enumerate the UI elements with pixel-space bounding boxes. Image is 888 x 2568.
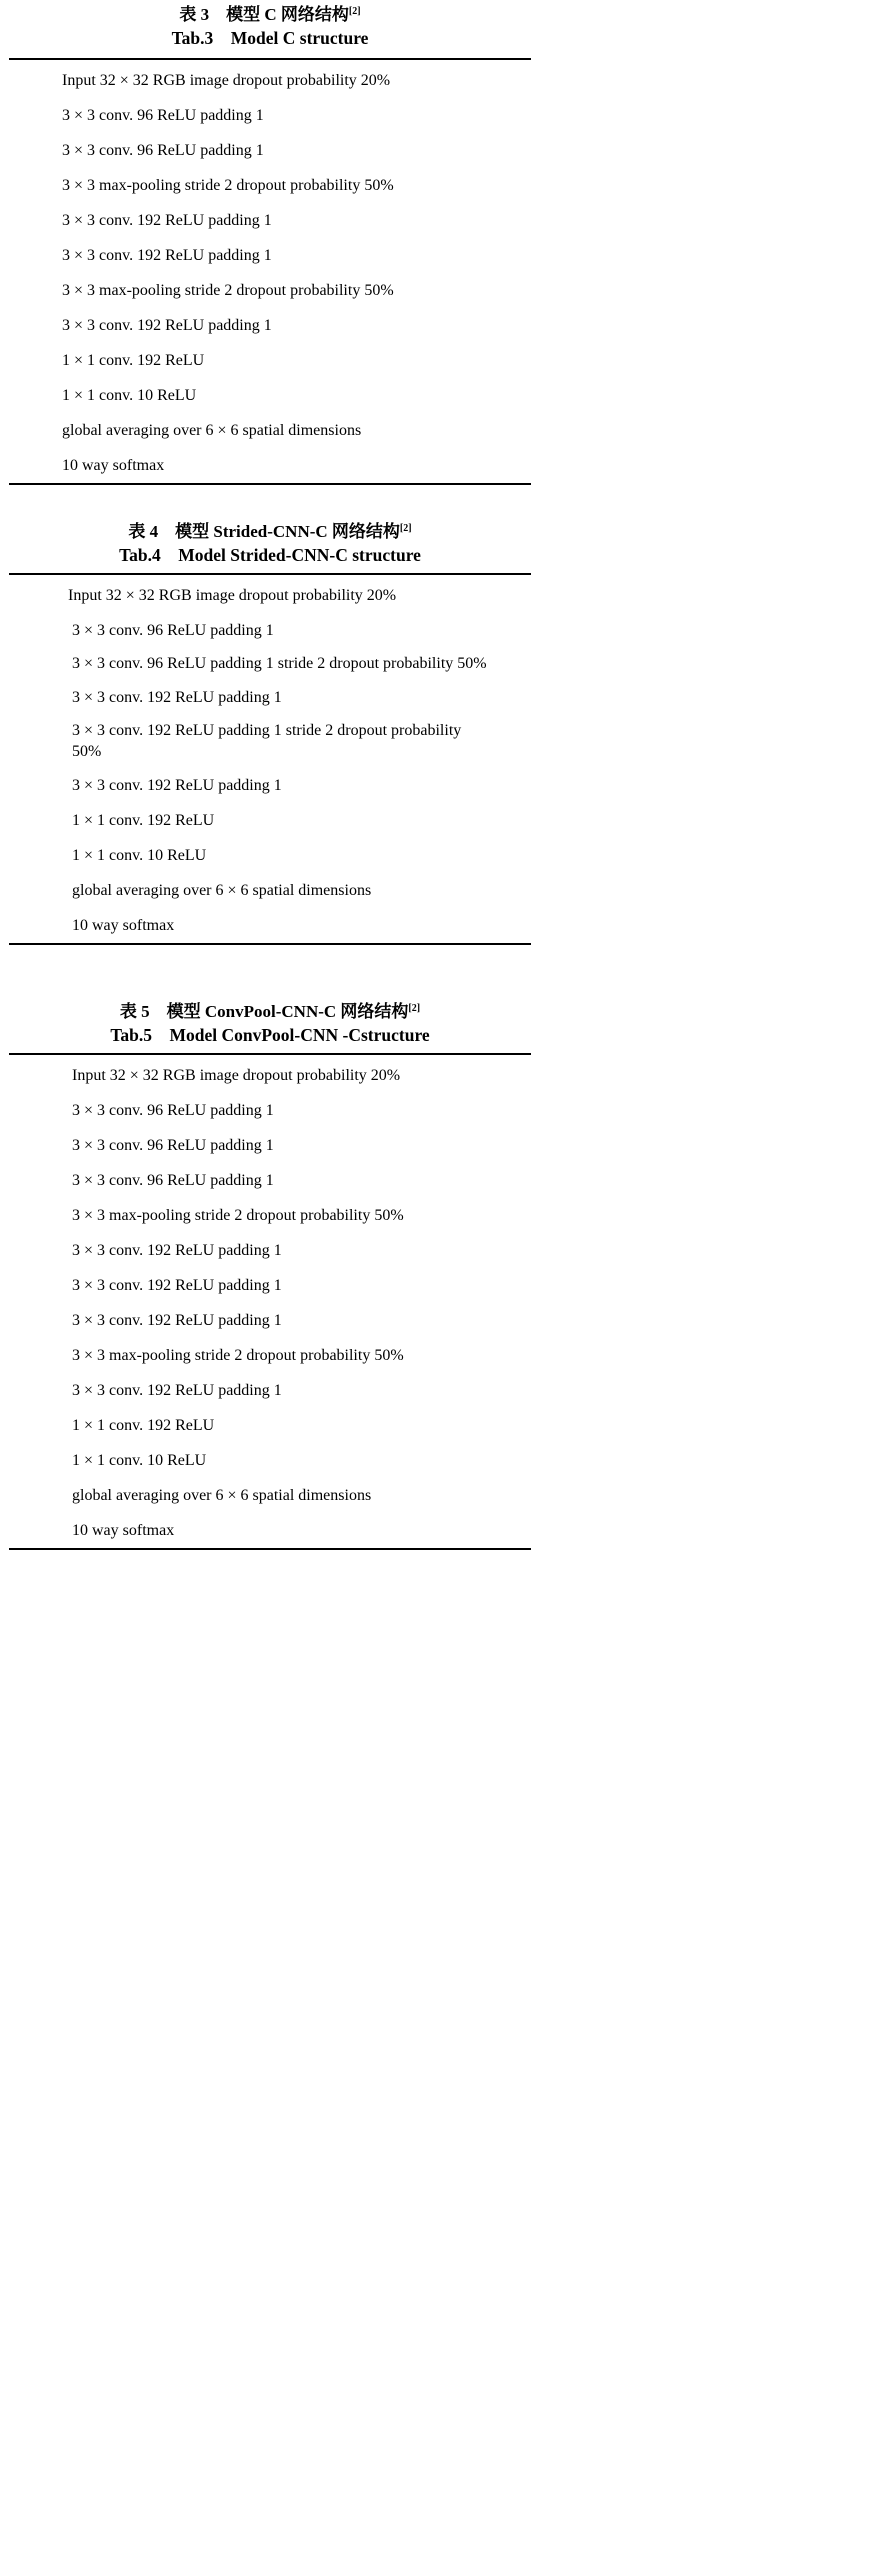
table-row: 3 × 3 conv. 192 ReLU padding 1: [72, 1312, 282, 1329]
table-3-rows: [0, 60, 540, 483]
table-3-citation: [2]: [348, 6, 361, 17]
table-5-citation: [2]: [408, 1003, 421, 1014]
table-5-caption-en: Tab.5 Model ConvPool-CNN -Cstructure: [110, 1025, 430, 1045]
table-row: 3 × 3 conv. 96 ReLU padding 1: [62, 107, 264, 124]
table-5-caption-cn: [0, 1001, 540, 1023]
table-5-caption-cn-text: 表 5 模型 ConvPool-CNN-C 网络结构: [119, 1002, 409, 1021]
table-row: 3 × 3 conv. 192 ReLU padding 1 stride 2 dropout probability 50%: [72, 722, 462, 760]
table-row: 3 × 3 conv. 96 ReLU padding 1: [72, 1172, 274, 1189]
table-row: 1 × 1 conv. 10 ReLU: [72, 1452, 207, 1469]
table-row: 3 × 3 conv. 192 ReLU padding 1: [72, 689, 282, 706]
table-5-bottom-rule: [9, 1548, 531, 1550]
table-row: 3 × 3 conv. 192 ReLU padding 1: [72, 1382, 282, 1399]
table-3: [0, 4, 540, 485]
table-row: global averaging over 6 × 6 spatial dimensions: [72, 1487, 372, 1504]
table-4-rows: [0, 575, 540, 943]
table-row: global averaging over 6 × 6 spatial dimensions: [62, 422, 362, 439]
table-row: 1 × 1 conv. 10 ReLU: [62, 387, 197, 404]
table-4-bottom-rule: [9, 943, 531, 945]
table-row: 3 × 3 conv. 192 ReLU padding 1: [62, 247, 272, 264]
table-row: 3 × 3 conv. 192 ReLU padding 1: [62, 317, 272, 334]
table-row: global averaging over 6 × 6 spatial dimensions: [72, 882, 372, 899]
table-3-caption-cn: [0, 4, 540, 26]
table-4-caption-cn: [0, 521, 540, 543]
table-row: 3 × 3 max-pooling stride 2 dropout probability 50%: [72, 1207, 404, 1224]
table-4-citation: [2]: [399, 523, 412, 534]
table-row: 3 × 3 conv. 96 ReLU padding 1: [72, 622, 274, 639]
table-row: 10 way softmax: [72, 1522, 175, 1539]
table-5: [0, 1001, 540, 1550]
table-row: 1 × 1 conv. 10 ReLU: [72, 847, 207, 864]
table-row: 10 way softmax: [62, 457, 165, 474]
table-row: 3 × 3 conv. 96 ReLU padding 1 stride 2 dropout probability 50%: [72, 655, 487, 672]
table-row: 3 × 3 conv. 96 ReLU padding 1: [72, 1137, 274, 1154]
table-4-caption-cn-text: 表 4 模型 Strided-CNN-C 网络结构: [128, 522, 400, 541]
table-row: 3 × 3 conv. 192 ReLU padding 1: [72, 1242, 282, 1259]
table-row: 1 × 1 conv. 192 ReLU: [72, 812, 215, 829]
table-row: 3 × 3 conv. 192 ReLU padding 1: [62, 212, 272, 229]
table-row: Input 32 × 32 RGB image dropout probability 20%: [62, 72, 391, 89]
table-row: Input 32 × 32 RGB image dropout probability 20%: [72, 1067, 401, 1084]
table-row: 10 way softmax: [72, 917, 175, 934]
table-row: 1 × 1 conv. 192 ReLU: [72, 1417, 215, 1434]
table-3-caption-en: Tab.3 Model C structure: [171, 28, 369, 48]
table-4: [0, 521, 540, 945]
table-row: 3 × 3 conv. 96 ReLU padding 1: [72, 1102, 274, 1119]
table-5-rows: [0, 1055, 540, 1548]
table-row: 3 × 3 max-pooling stride 2 dropout probability 50%: [62, 177, 394, 194]
table-row: Input 32 × 32 RGB image dropout probability 20%: [68, 587, 397, 604]
table-4-caption-en: Tab.4 Model Strided-CNN-C structure: [119, 545, 421, 565]
table-row: 1 × 1 conv. 192 ReLU: [62, 352, 205, 369]
table-row: 3 × 3 max-pooling stride 2 dropout probability 50%: [62, 282, 394, 299]
table-row: 3 × 3 conv. 192 ReLU padding 1: [72, 1277, 282, 1294]
table-row: 3 × 3 conv. 192 ReLU padding 1: [72, 777, 282, 794]
table-row: 3 × 3 conv. 96 ReLU padding 1: [62, 142, 264, 159]
table-row: 3 × 3 max-pooling stride 2 dropout probability 50%: [72, 1347, 404, 1364]
table-3-bottom-rule: [9, 483, 531, 485]
table-3-caption-cn-text: 表 3 模型 C 网络结构: [179, 5, 349, 24]
